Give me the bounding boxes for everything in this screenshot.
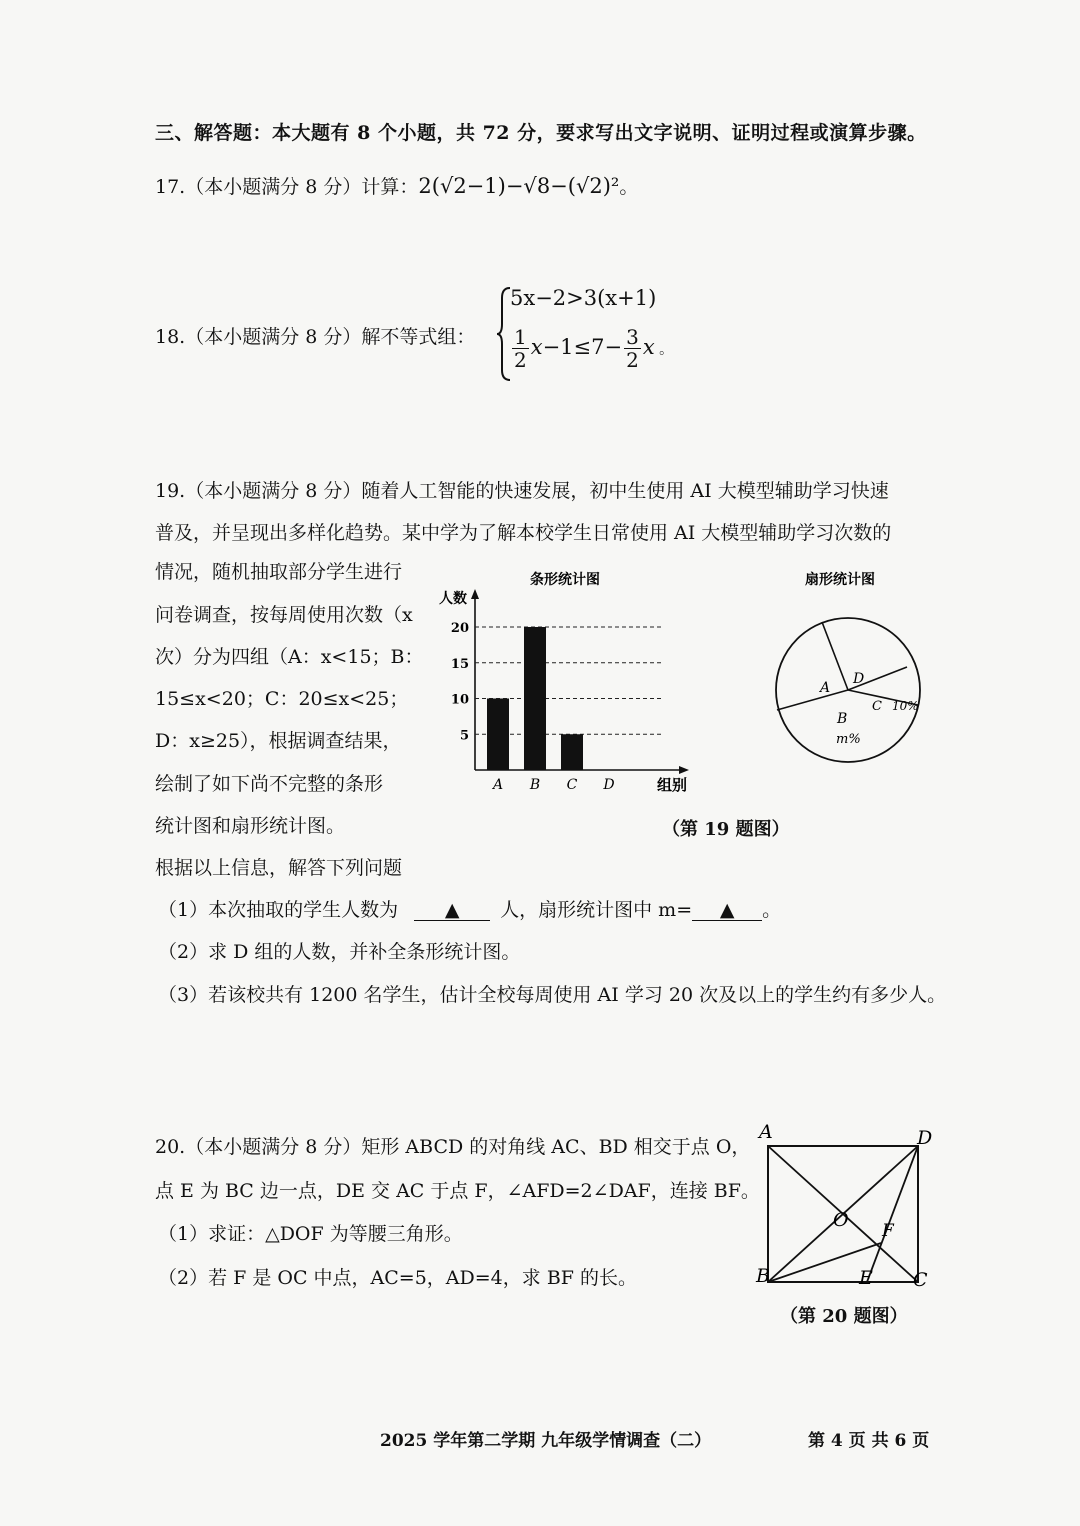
- segment-de: [867, 1146, 918, 1282]
- bar-chart-xlabel: 组别: [657, 776, 688, 794]
- q17-prefix: 17.（本小题满分 8 分）计算：: [155, 176, 419, 198]
- bar-chart-categories: [491, 777, 615, 793]
- figure-20-caption: （第 20 题图）: [780, 1306, 908, 1327]
- point-f: F: [882, 1221, 894, 1241]
- bar-b: [524, 627, 546, 770]
- y-axis-arrow-icon: [471, 589, 479, 599]
- point-a: A: [759, 1121, 773, 1143]
- q19-left-line-5: D：x≥25），根据调查结果，: [155, 730, 402, 752]
- pie-chart-title: 扇形统计图: [805, 572, 875, 588]
- x-category-label: D: [603, 777, 615, 793]
- q19-sub2: （2）求 D 组的人数，并补全条形统计图。: [158, 941, 521, 963]
- y-tick-label: 20: [450, 621, 469, 636]
- q19-left-line-1: 情况，随机抽取部分学生进行: [155, 561, 403, 583]
- pie-divider: [777, 690, 848, 710]
- y-tick-label: 15: [450, 656, 469, 672]
- q19-left-line-4: 15≤x<20；C：20≤x<25；: [155, 688, 409, 710]
- pie-label-d: D: [853, 671, 865, 687]
- bar-chart-title: 条形统计图: [530, 572, 600, 588]
- pie-label-c: C: [872, 699, 882, 714]
- pie-chart: [760, 565, 940, 795]
- q18-line1: 5x−2>3(x+1): [510, 286, 657, 310]
- q19-line1: 19.（本小题满分 8 分）随着人工智能的快速发展，初中生使用 AI 大模型辅助学习快速: [155, 480, 889, 502]
- x-category-label: C: [566, 777, 578, 793]
- q18-line2: $\frac{1}{2}$ x−1≤7− $\frac{3}{2}$ x 。: [514, 325, 674, 372]
- section-heading: 三、解答题：本大题有 8 个小题，共 72 分，要求写出文字说明、证明过程或演算步骤。: [155, 122, 927, 144]
- footer-page-number: 第 4 页 共 6 页: [808, 1431, 930, 1451]
- q19-line2: 普及，并呈现出多样化趋势。某中学为了解本校学生日常使用 AI 大模型辅助学习次数的: [155, 522, 892, 544]
- pie-annotation-c: 10%: [892, 699, 919, 713]
- bar-chart-ylabel: 人数: [439, 591, 467, 607]
- bar-chart-ticks: [451, 621, 469, 743]
- q20-sub2: （2）若 F 是 OC 中点，AC=5，AD=4，求 BF 的长。: [158, 1267, 637, 1289]
- q20-sub1: （1）求证：△DOF 为等腰三角形。: [158, 1223, 463, 1245]
- q18-prefix: 18.（本小题满分 8 分）解不等式组：: [155, 326, 476, 348]
- q19-left-line-6: 绘制了如下尚不完整的条形: [155, 773, 384, 795]
- q19-left-line-3: 次）分为四组（A：x<15；B：: [155, 646, 424, 668]
- q19-sub1: [158, 895, 781, 922]
- q19-sub1-part2: 人，扇形统计图中 m=: [500, 899, 693, 921]
- q19-sub1-part1: （1）本次抽取的学生人数为: [158, 899, 399, 921]
- pie-label-b: B: [837, 711, 848, 727]
- bar-a: [487, 699, 509, 771]
- answer-blank: ▲: [414, 900, 490, 921]
- x-category-label: B: [529, 777, 541, 793]
- q19-left-line-7: 统计图和扇形统计图。: [155, 815, 346, 837]
- point-e: E: [859, 1267, 873, 1289]
- bar-c: [561, 734, 583, 770]
- pie-annotation-b: m%: [836, 732, 861, 747]
- point-d: D: [917, 1127, 933, 1149]
- point-c: C: [913, 1269, 928, 1291]
- q20-line1: 20.（本小题满分 8 分）矩形 ABCD 的对角线 AC、BD 相交于点 O，: [155, 1136, 751, 1158]
- geometry-figure: [745, 1118, 945, 1298]
- footer-title: 2025 学年第二学期 九年级学情调查（二）: [380, 1431, 712, 1451]
- pie-label-a: A: [820, 680, 831, 696]
- q19-sub3: （3）若该校共有 1200 名学生，估计全校每周使用 AI 学习 20 次及以上的学生约有多少人。: [158, 984, 947, 1006]
- figure-19-caption: （第 19 题图）: [662, 819, 790, 840]
- q17-expression: 2(√2−1)−√8−(√2)²: [418, 174, 620, 198]
- q19-sub1-end: 。: [762, 899, 782, 921]
- point-o: O: [833, 1209, 849, 1231]
- y-tick-label: 10: [450, 692, 469, 708]
- x-category-label: A: [492, 777, 504, 793]
- answer-blank-m: ▲: [692, 900, 762, 921]
- q17-text: 17.（本小题满分 8 分）计算：2(√2−1)−√8−(√2)²。: [155, 174, 639, 198]
- y-tick-label: 5: [459, 728, 469, 744]
- x-axis-arrow-icon: [679, 766, 689, 774]
- q20-line2: 点 E 为 BC 边一点，DE 交 AC 于点 F，∠AFD=2∠DAF，连接 BF。: [155, 1180, 760, 1202]
- q19-left-line-2: 问卷调查，按每周使用次数（x: [155, 604, 413, 626]
- q19-left-line-8: 根据以上信息，解答下列问题: [155, 857, 403, 879]
- point-b: B: [756, 1265, 770, 1287]
- bar-chart: [425, 565, 710, 800]
